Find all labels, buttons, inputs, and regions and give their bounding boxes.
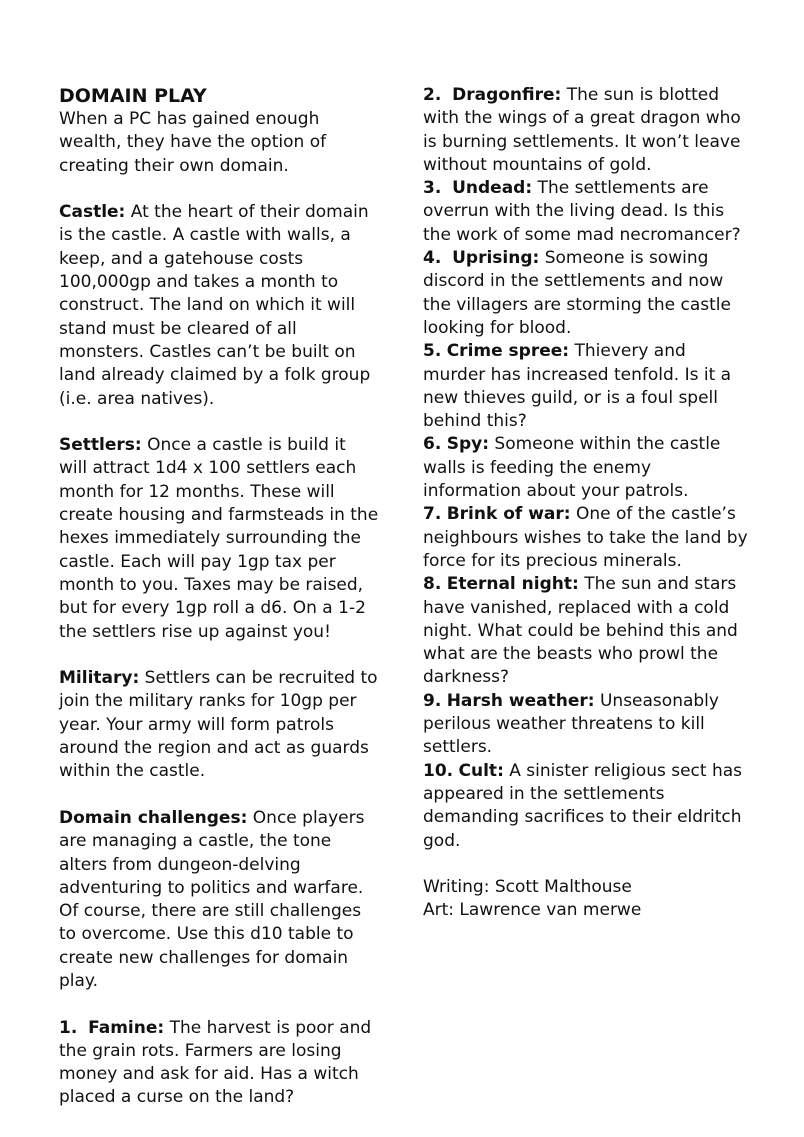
challenge-number: 7. xyxy=(423,504,442,525)
challenge-item xyxy=(423,433,753,503)
challenge-item xyxy=(423,503,753,573)
challenge-number: 10. xyxy=(423,760,454,781)
challenge-number: 1. xyxy=(59,1017,78,1038)
left-column xyxy=(59,84,379,1110)
section-settlers xyxy=(59,434,379,644)
section-title: Domain challenges: xyxy=(59,807,248,828)
section-title: Military: xyxy=(59,668,140,689)
challenge-title: Crime spree: xyxy=(446,341,570,362)
credit-writing: Writing: Scott Malthouse xyxy=(423,877,632,898)
challenge-item xyxy=(423,177,753,247)
page-title: DOMAIN PLAY xyxy=(59,85,207,107)
challenge-text: Thievery and murder has increased tenfold. Is it a new thieves guild, or is a foul spell behind this? xyxy=(423,341,732,432)
challenge-title: Dragonfire: xyxy=(452,85,562,105)
credit-art: Art: Lawrence van merwe xyxy=(423,900,642,921)
challenge-item xyxy=(423,84,753,177)
challenge-text: Someone within the castle walls is feeding the enemy information about your patrols. xyxy=(423,434,721,502)
challenge-text: Unseasonably perilous weather threatens to kill settlers. xyxy=(423,690,719,758)
challenge-text: The sun is blotted with the wings of a great dragon who is burning settlements. It won’t leave without mountains of gold. xyxy=(423,85,741,175)
challenge-item xyxy=(423,340,753,433)
challenge-title: Brink of war: xyxy=(446,504,571,525)
challenge-text: Someone is sowing discord in the settlements and now the villagers are storming the castle looking for blood. xyxy=(423,248,731,338)
challenge-number: 5. xyxy=(423,341,442,362)
section-castle xyxy=(59,201,379,411)
section-military xyxy=(59,667,379,783)
section-domain-challenges xyxy=(59,807,379,993)
challenge-number: 2. xyxy=(423,85,442,105)
challenge-title: Harsh weather: xyxy=(446,690,595,711)
challenge-number: 6. xyxy=(423,434,442,455)
right-column xyxy=(423,84,753,923)
challenge-text: A sinister religious sect has appeared in the settlements demanding sacrifices to their eldritch god. xyxy=(423,760,743,851)
challenge-title: Uprising: xyxy=(452,248,540,269)
challenge-title: Undead: xyxy=(452,178,533,199)
challenge-title: Famine: xyxy=(88,1017,165,1038)
challenge-item xyxy=(59,1017,379,1110)
challenge-text: The settlements are overrun with the living dead. Is this the work of some mad necromancer? xyxy=(423,178,741,245)
section-text: At the heart of their domain is the castle. A castle with walls, a keep, and a gatehouse costs 100,000gp and takes a month to construct. The land on which it will stand must be cleared of all monsters. Castles can’t be built on land already claimed by a folk group (i.e. area natives). xyxy=(59,202,371,409)
challenge-item xyxy=(423,690,753,760)
challenge-item xyxy=(423,573,753,689)
challenge-number: 3. xyxy=(423,178,442,199)
challenge-title: Spy: xyxy=(446,434,489,455)
challenge-text: One of the castle’s neighbours wishes to take the land by force for its precious minerals. xyxy=(423,504,748,571)
intro-paragraph: When a PC has gained enough wealth, they have the option of creating their own domain. xyxy=(59,109,327,176)
challenge-number: 8. xyxy=(423,574,442,595)
challenge-number: 9. xyxy=(423,690,442,711)
challenge-text: The sun and stars have vanished, replaced with a cold night. What could be behind this and what are the beasts who prowl the darkness? xyxy=(423,574,738,688)
challenge-text: The harvest is poor and the grain rots. Farmers are losing money and ask for aid. Has a witch placed a curse on the land? xyxy=(59,1017,372,1108)
challenge-number: 4. xyxy=(423,248,442,269)
challenge-title: Cult: xyxy=(458,760,504,781)
section-text: Settlers can be recruited to join the military ranks for 10gp per year. Your army will form patrols around the region and act as guards within the castle. xyxy=(59,668,378,782)
challenge-title: Eternal night: xyxy=(446,574,579,595)
section-text: Once a castle is build it will attract 1d4 x 100 settlers each month for 12 months. These will create housing and farmsteads in the hexes immediately surrounding the castle. Each will pay 1gp tax per month to you. Taxes may be raised, but for every 1gp roll a d6. On a 1-2 the settlers rise up against you! xyxy=(59,435,379,642)
section-text: Once players are managing a castle, the tone alters from dungeon-delving adventuring to politics and warfare. Of course, there are still challenges to overcome. Use this d10 table to create new challenges for domain play. xyxy=(59,807,365,991)
challenge-item xyxy=(423,247,753,340)
section-title: Settlers: xyxy=(59,435,142,456)
challenge-item xyxy=(423,760,753,853)
section-title: Castle: xyxy=(59,202,126,223)
